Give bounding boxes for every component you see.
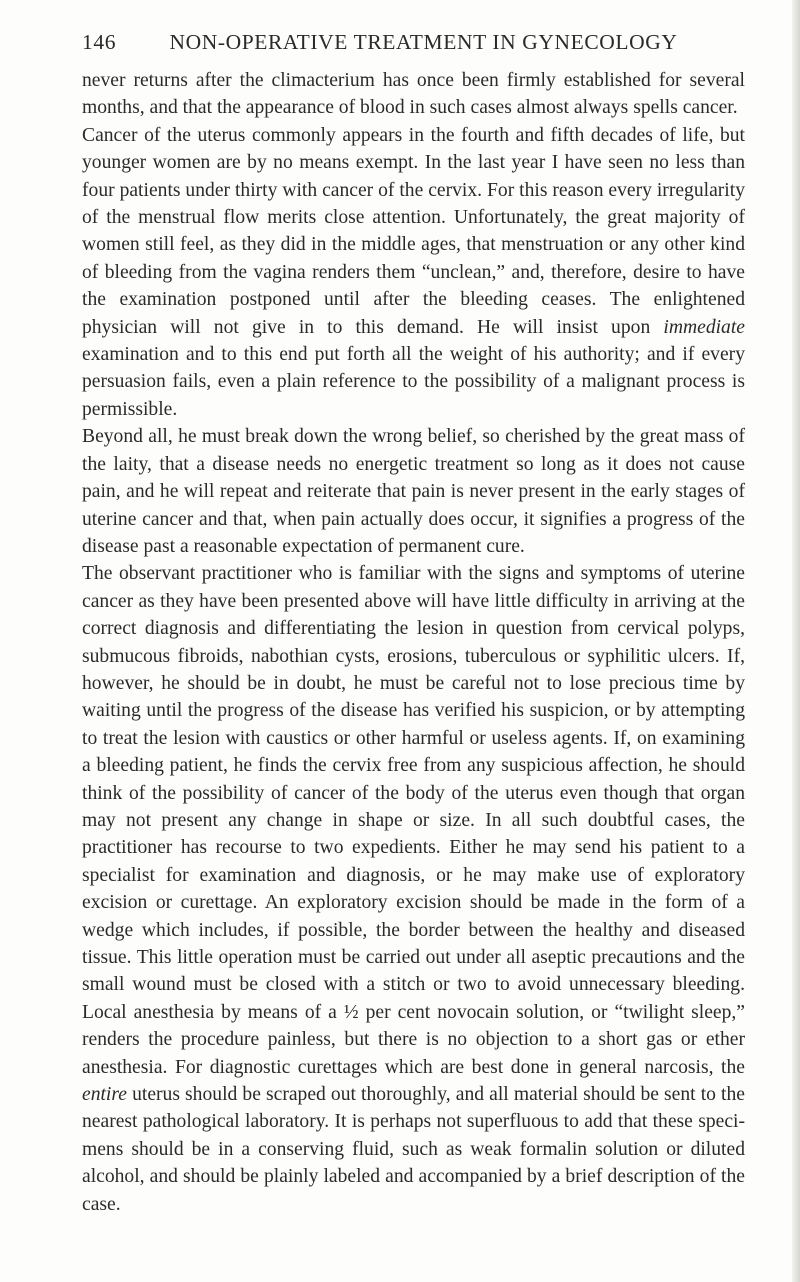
page-edge-shadow xyxy=(792,0,800,1282)
paragraph: never returns after the climacterium has once been firmly established for several months, and that the appearance of blood in such cases almost always spells cancer. xyxy=(82,70,745,119)
paragraph: Cancer of the uterus commonly appears in the fourth and fifth decades of life, but younger women are by no means exempt. In the last year I have seen no less than four patients under thirty with cancer of the cervix. For this reason every irregularity of the menstrual flow merits close attention. Unfortunately, the great majority of women still feel, as they did in the middle ages, that menstruation or any other kind of bleeding from the vagina renders them “unclean,” and, therefore, desire to have the examination postponed until after the bleeding ceases. The enlightened physician will not give in to this demand. He will insist upon immediate examination and to this end put forth all the weight of his authority; and if every persuasion fails, even a plain reference to the possibility of a malignant process is permissible. xyxy=(82,124,745,420)
page-header xyxy=(82,30,745,55)
page-number: 146 xyxy=(82,30,117,54)
emphasis: immediate xyxy=(663,316,745,338)
emphasis: entire xyxy=(82,1084,127,1106)
paragraph: Beyond all, he must break down the wrong belief, so cherished by the great mass of the laity, that a disease needs no energetic treatment so long as it does not cause pain, and he will repeat and reiterate that pain is never present in the early stages of uterine cancer and that, when pain actually does occur, it signifies a progress of the disease past a reasonable expectation of permanent cure. xyxy=(82,426,745,557)
paragraph: The observant practitioner who is familiar with the signs and symptoms of uterine cancer as they have been presented above will have little difficulty in arriving at the correct diagnosis and differentiating the lesion in question from cervical polyps, submucous fibroids, nabothian cysts, erosions, tuberculous or syphilitic ulcers. If, however, he should be in doubt, he must be careful not to lose precious time by waiting until the progress of the disease has verified his suspicion, or by attempting to treat the lesion with caustics or other harmful or useless agents. If, on examining a bleeding patient, he finds the cervix free from any suspicious affection, he should think of the possibility of cancer of the body of the uterus even though that organ may not present any change in shape or size. In all such doubtful cases, the practitioner has recourse to two expedients. Either he may send his patient to a specialist for examination and diagnosis, or he may make use of exploratory excision or curettage. An exploratory excision should be made in the form of a wedge which includes, if possible, the border between the healthy and diseased tissue. This little operation must be carried out under all aseptic precautions and the small wound must be closed with a stitch or two to avoid unnecessary bleeding. Local anesthesia by means of a ½ per cent novocain solution, or “twilight sleep,” renders the procedure painless, but there is no objection to a short gas or ether anesthesia. For diagnostic curettages which are best done in general narcosis, the entire uterus should be scraped out thoroughly, and all material should be sent to the nearest pathological laboratory. It is perhaps not superfluous to add that these specimens should be in a conserving fluid, such as weak formalin solution or diluted alcohol, and should be plainly labeled and accompanied by a brief description of the case. xyxy=(82,563,745,1215)
running-title: NON-OPERATIVE TREATMENT IN GYNECOLOGY xyxy=(169,30,678,54)
body-text xyxy=(82,67,745,1218)
